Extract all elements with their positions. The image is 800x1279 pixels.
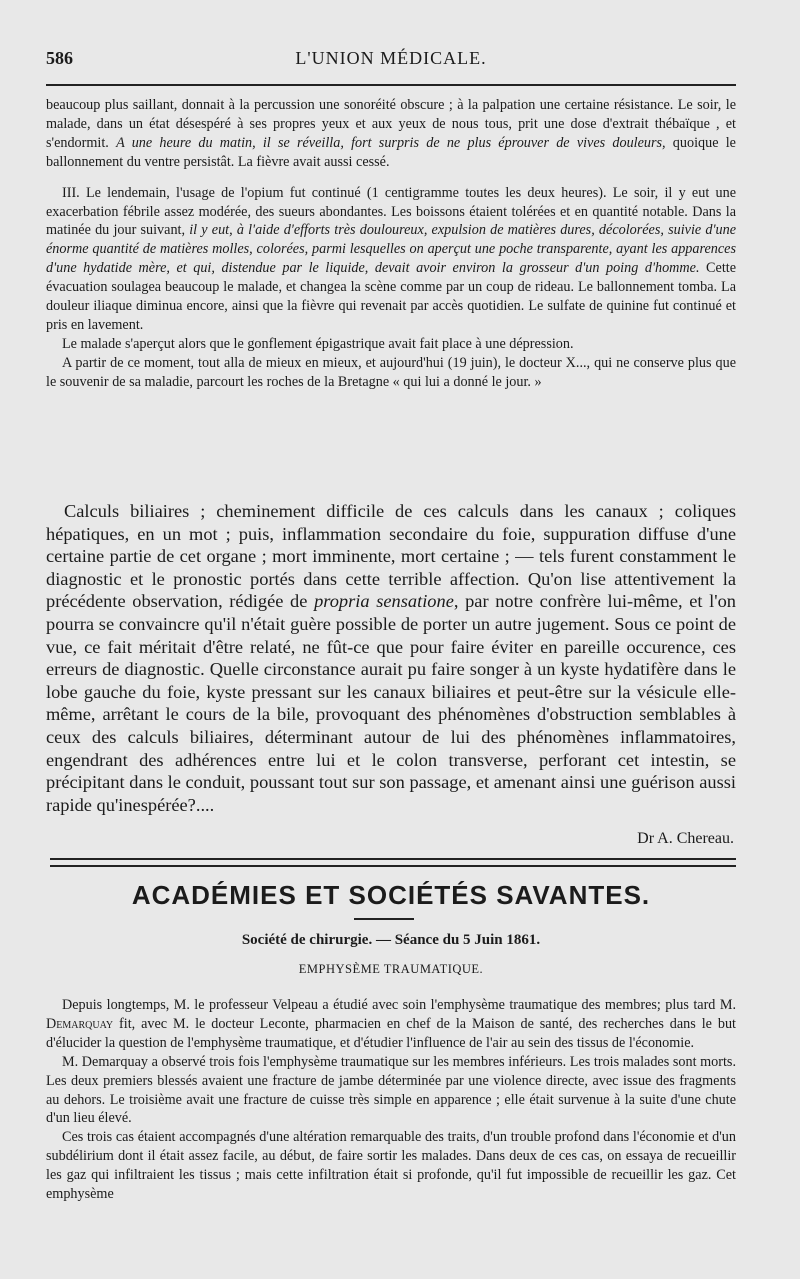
report-paragraph-1: Depuis longtemps, M. le professeur Velpeau a étudié avec soin l'emphysème traumatique des membres; plus tard M. Demarquay fit, avec M. le docteur Leconte, pharmacien en chef de la Maison de santé, des recherches dans le but d'élucider la question de l'emphysème traumatique, et d'étudier l'influence de l'air au sein des tissus de l'économie. — [46, 997, 736, 1051]
report-paragraph-2: M. Demarquay a observé trois fois l'emphysème traumatique sur les membres inférieurs. Les trois malades sont morts. Les deux premiers blessés avaient une fracture de jambe déterminée par une violence directe, avec issue des fragments au dehors. Le troisième avait une fracture de cuisse très simple en apparence ; elle était survenue à la suite d'une chute d'un lieu élevé. — [46, 1053, 736, 1127]
society-heading: Société de chirurgie. — Séance du 5 Juin 1861. — [241, 932, 541, 948]
case-report — [46, 96, 736, 392]
title-rule — [354, 918, 414, 920]
society-report — [46, 996, 736, 1204]
case-paragraph-2: III. Le lendemain, l'usage de l'opium fut continué (1 centigramme toutes les deux heures). Le soir, il y eut une exacerbation fébrile assez modérée, des sueurs abondantes. Les boissons étaient tolérées et en quantité notable. Dans la matinée du jour suivant, il y eut, à l'aide d'efforts très douloureux, expulsion de matières dures, décolorées, suivie d'une énorme quantité de matières molles, colorées, parmi lesquelles on aperçut une poche transparente, ayant les apparences d'une hydatide mère, et qui, distendue par le liquide, devait avoir environ la grosseur d'un poing d'homme. Cette évacuation soulagea beaucoup le malade, et changea la scène comme par un coup de rideau. Le ballonnement tomba. La douleur iliaque diminua encore, ainsi que la fièvre qui revenait par accès quotidien. Le sulfate de quinine fut continué et pris en lavement. — [46, 184, 736, 333]
running-title: L'UNION MÉDICALE. — [295, 48, 487, 68]
commentary-paragraph: Calculs biliaires ; cheminement difficile de ces calculs dans les canaux ; coliques hépatiques, en un mot ; puis, inflammation secondaire du foie, suppuration diffuse d'une certaine partie de cet organe ; mort imminente, mort certaine ; — tels furent constamment le diagnostic et le pronostic portés dans cette terrible affection. Qu'on lise attentivement la précédente observation, rédigée de propria sensatione, par notre confrère lui-même, et l'on pourra se convaincre qu'il n'était guère possible de porter un autre jugement. Sous ce point de vue, ce fait méritait d'être relaté, ne fût-ce que pour faire éviter en pareille occurence, ces erreurs de diagnostic. Quelle circonstance aurait pu faire songer à un kyste hydatifère dans le lobe gauche du foie, kyste pressant sur les canaux biliaires et peut-être sur la vésicule elle-même, arrêtant le cours de la bile, provoquant des phénomènes d'obstruction semblables à ceux des calculs biliaires, déterminant autour de lui des phénomènes inflammatoires, engendrant des adhérences entre lui et le colon transverse, perforant cet intestin, se précipitant dans le conduit, poussant tout sur son passage, et amenant ainsi une guérison aussi rapide qu'inespérée?.... — [46, 501, 736, 815]
article-subtitle: EMPHYSÈME TRAUMATIQUE. — [298, 962, 484, 976]
header-rule — [46, 84, 736, 86]
case-paragraph-3: Le malade s'aperçut alors que le gonflement épigastrique avait fait place à une dépression. — [62, 335, 574, 352]
page-header — [46, 48, 736, 76]
section-divider — [50, 858, 736, 867]
commentary — [46, 500, 736, 816]
author-signature: Dr A. Chereau. — [637, 830, 734, 847]
section-title: ACADÉMIES ET SOCIÉTÉS SAVANTES. — [131, 880, 651, 910]
page-number: 586 — [46, 48, 73, 68]
case-paragraph-4: A partir de ce moment, tout alla de mieux en mieux, et aujourd'hui (19 juin), le docteur X..., qui ne conserve plus que le souvenir de sa maladie, parcourt les roches de la Bretagne « qui lui a donné le jour. » — [46, 354, 736, 390]
case-paragraph-1: beaucoup plus saillant, donnait à la percussion une sonoréité obscure ; à la palpation une certaine résistance. Le soir, le malade, dans un état désespéré à ses propres yeux et aux yeux de nous tous, prit une dose d'extrait thébaïque , et s'endormit. A une heure du matin, il se réveilla, fort surpris de ne plus éprouver de vives douleurs, quoique le ballonnement du ventre persistât. La fièvre avait aussi cessé. — [46, 97, 736, 170]
report-paragraph-3: Ces trois cas étaient accompagnés d'une altération remarquable des traits, d'un trouble profond dans l'économie et d'un subdélirium dont il était assez facile, au début, de faire sortir les malades. Dans deux de ces cas, on essaya de recueillir les gaz qui infiltraient les tissus ; mais cette infiltration était si profonde, qu'il fut impossible de recueillir les gaz. Cet emphysème — [46, 1129, 736, 1203]
